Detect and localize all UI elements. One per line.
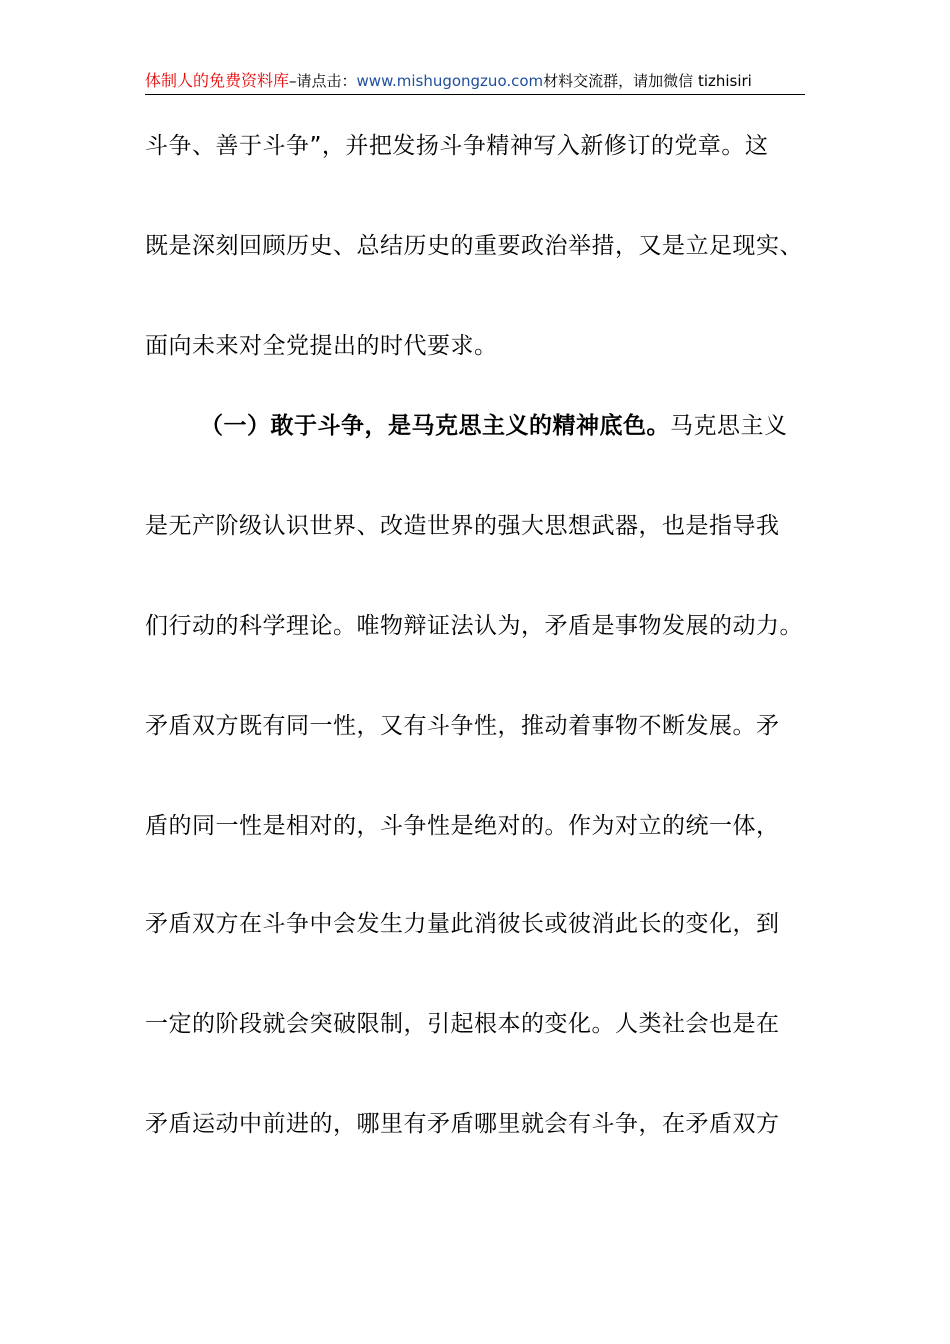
- section-heading: （一）敢于斗争，是马克思主义的精神底色。: [200, 413, 670, 439]
- body-line-2: 既是深刻回顾历史、总结历史的重要政治举措，又是立足现实、: [145, 233, 803, 259]
- section-heading-tail: 马克思主义: [670, 413, 788, 439]
- body-line-8: 盾的同一性是相对的，斗争性是绝对的。作为对立的统一体，: [145, 813, 780, 839]
- body-line-9: 矛盾双方在斗争中会发生力量此消彼长或彼消此长的变化，到: [145, 911, 780, 937]
- body-line-3: 面向未来对全党提出的时代要求。: [145, 333, 498, 359]
- header-tail: 材料交流群，请加微信 tizhisiri: [543, 72, 752, 90]
- body-line-1: 斗争、善于斗争”，并把发扬斗争精神写入新修订的党章。这: [145, 133, 769, 159]
- header-prompt: –请点击：: [289, 72, 357, 90]
- body-line-5: 是无产阶级认识世界、改造世界的强大思想武器，也是指导我: [145, 513, 780, 539]
- header-url-link[interactable]: www.mishugongzuo.com: [356, 72, 544, 90]
- page-header: [145, 68, 805, 95]
- section-paragraph-start: [200, 410, 890, 442]
- body-line-7: 矛盾双方既有同一性，又有斗争性，推动着事物不断发展。矛: [145, 713, 780, 739]
- header-brand: 体制人的免费资料库: [145, 71, 290, 90]
- body-line-6: 们行动的科学理论。唯物辩证法认为，矛盾是事物发展的动力。: [145, 613, 803, 639]
- body-line-11: 矛盾运动中前进的，哪里有矛盾哪里就会有斗争，在矛盾双方: [145, 1111, 780, 1137]
- body-line-10: 一定的阶段就会突破限制，引起根本的变化。人类社会也是在: [145, 1011, 780, 1037]
